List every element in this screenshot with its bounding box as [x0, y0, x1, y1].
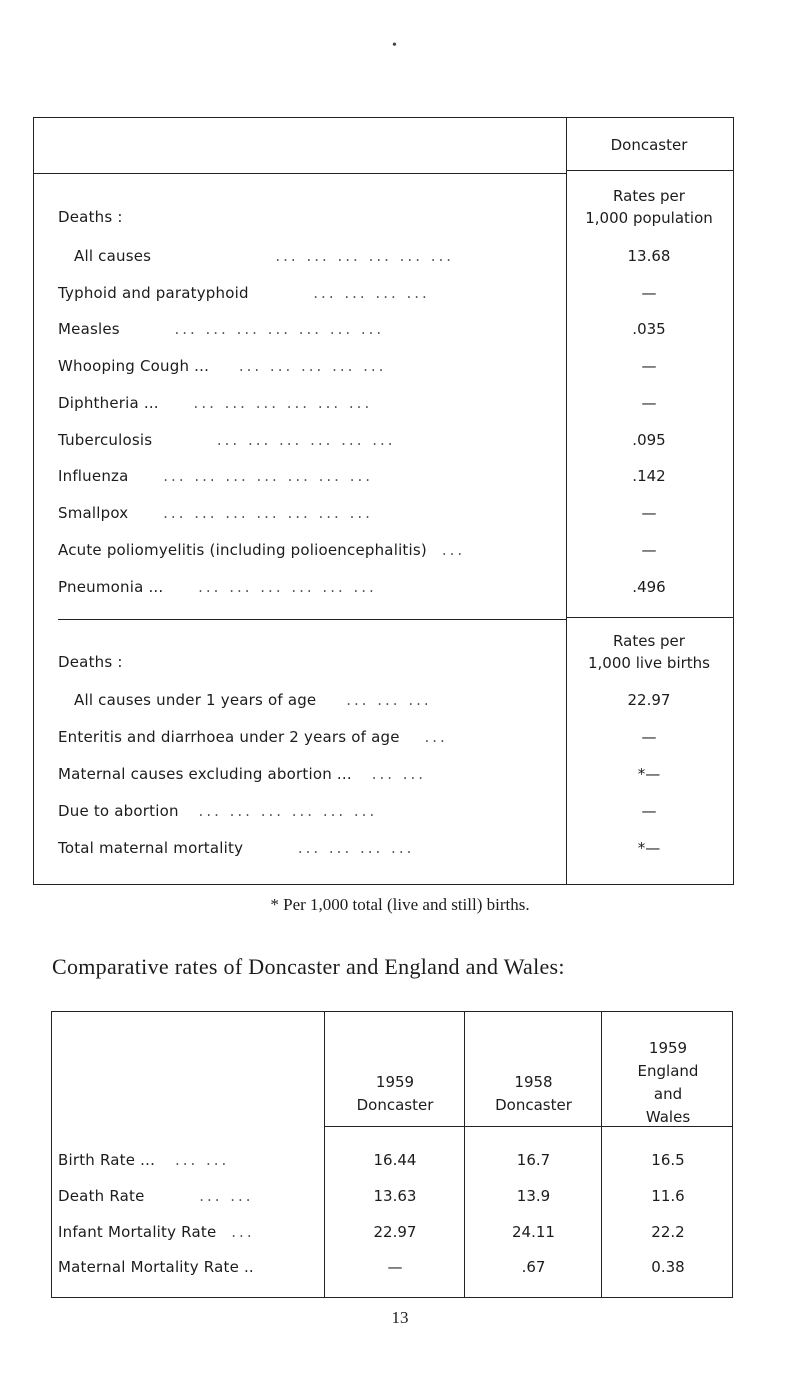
- column-year: 1958: [514, 1073, 553, 1091]
- leader-dots: ... ... ... ...: [313, 284, 430, 302]
- rate-value: —: [641, 284, 657, 302]
- table-row: [58, 284, 430, 302]
- cause-label: Tuberculosis: [58, 431, 153, 449]
- cause-label: Diphtheria ...: [58, 394, 159, 412]
- table-row: [58, 1151, 229, 1169]
- column-header-1959-doncaster: [326, 1071, 464, 1117]
- cause-label: Maternal causes excluding abortion ...: [58, 765, 352, 783]
- column-place: Doncaster: [495, 1096, 572, 1114]
- rate-value: —: [641, 541, 657, 559]
- rate-value: *—: [637, 839, 661, 857]
- table1-section-rule-right: [566, 617, 734, 618]
- leader-dots: ... ... ... ...: [297, 839, 415, 857]
- table-row: [58, 431, 396, 449]
- table2-divider-3: [601, 1011, 602, 1298]
- column-place: Wales: [645, 1108, 691, 1126]
- rate-value: —: [641, 357, 657, 375]
- table2-divider-1: [324, 1011, 325, 1298]
- section2-rate-header-2: 1,000 live births: [588, 654, 710, 672]
- table-row: [58, 467, 373, 485]
- row-label: Birth Rate ...: [58, 1151, 156, 1169]
- column-header-1958-doncaster: [466, 1071, 601, 1117]
- cell-1959-doncaster: 13.63: [373, 1187, 417, 1205]
- rate-value: —: [641, 802, 657, 820]
- section1-label: Deaths :: [58, 208, 123, 226]
- cell-1959-england-wales: 16.5: [651, 1151, 685, 1169]
- table1-section-rule: [58, 619, 567, 620]
- cause-label: Measles: [58, 320, 120, 338]
- rate-value: 22.97: [627, 691, 671, 709]
- cell-1959-doncaster: —: [387, 1258, 403, 1276]
- cause-label: Whooping Cough ...: [58, 357, 210, 375]
- table-row: [58, 320, 384, 338]
- cause-label: Smallpox: [58, 504, 129, 522]
- cause-label: All causes: [74, 247, 152, 265]
- table-row: [58, 1258, 254, 1276]
- cell-1958-doncaster: .67: [521, 1258, 546, 1276]
- row-label: Infant Mortality Rate: [58, 1223, 217, 1241]
- column-place: England: [637, 1062, 699, 1080]
- cell-1959-doncaster: 22.97: [373, 1223, 417, 1241]
- cause-label: Total maternal mortality: [58, 839, 244, 857]
- cell-1959-england-wales: 0.38: [651, 1258, 685, 1276]
- rate-value: —: [641, 394, 657, 412]
- row-label: Maternal Mortality Rate ..: [58, 1258, 254, 1276]
- cell-1958-doncaster: 24.11: [512, 1223, 555, 1241]
- cause-label: Typhoid and paratyphoid: [58, 284, 249, 302]
- table-row: [58, 504, 373, 522]
- column-place: Doncaster: [356, 1096, 434, 1114]
- cause-label: Influenza: [58, 467, 129, 485]
- table1-column-divider: [566, 117, 567, 885]
- leader-dots: ... ... ... ... ...: [238, 357, 387, 375]
- rate-value: .142: [632, 467, 666, 485]
- cell-1959-england-wales: 22.2: [651, 1223, 685, 1241]
- table-row: [74, 247, 454, 265]
- cell-1959-doncaster: 16.44: [373, 1151, 417, 1169]
- table-row: [58, 394, 372, 412]
- page-number: 13: [391, 1308, 409, 1327]
- leader-dots: ... ... ... ... ... ...: [275, 247, 455, 265]
- cell-1959-england-wales: 11.6: [651, 1187, 685, 1205]
- section2-label: Deaths :: [58, 653, 123, 671]
- rate-value: *—: [637, 765, 661, 783]
- leader-dots: ... ...: [371, 765, 427, 783]
- column-year: 1959: [648, 1039, 688, 1057]
- rate-value: .095: [632, 431, 666, 449]
- section1-rate-header-1: Rates per: [613, 187, 685, 205]
- section1-rate-header-2: 1,000 population: [585, 209, 713, 227]
- leader-dots: ... ... ... ... ... ...: [193, 394, 373, 412]
- row-label: Death Rate: [58, 1187, 145, 1205]
- rate-value: .496: [632, 578, 666, 596]
- leader-dots: ... ... ... ... ... ...: [216, 431, 396, 449]
- table1-header-rule-right: [566, 170, 734, 171]
- column-header-doncaster: Doncaster: [610, 136, 688, 154]
- table-row: [58, 578, 377, 596]
- table-row: [58, 357, 386, 375]
- column-year: 1959: [375, 1073, 415, 1091]
- footnote: * Per 1,000 total (live and still) births.: [270, 895, 530, 914]
- table-row: [58, 728, 448, 746]
- table-row: [58, 765, 426, 783]
- table-row: [74, 691, 432, 709]
- table-row: [58, 541, 465, 559]
- leader-dots: ... ... ... ... ... ... ...: [163, 504, 373, 522]
- leader-dots: ...: [441, 541, 466, 559]
- leader-dots: ... ... ... ... ... ...: [198, 578, 377, 596]
- leader-dots: ...: [231, 1223, 255, 1241]
- cause-label: Pneumonia ...: [58, 578, 164, 596]
- leader-dots: ... ... ... ... ... ...: [198, 802, 378, 820]
- rate-value: .035: [632, 320, 666, 338]
- rate-value: —: [641, 504, 657, 522]
- table-row: [58, 1223, 255, 1241]
- leader-dots: ... ...: [174, 1151, 230, 1169]
- table1-header-rule: [33, 173, 567, 174]
- cause-label: Due to abortion: [58, 802, 179, 820]
- table-row: [58, 802, 377, 820]
- column-header-1959-england-wales: [603, 1037, 733, 1129]
- table2-divider-2: [464, 1011, 465, 1298]
- cell-1958-doncaster: 13.9: [516, 1187, 551, 1205]
- cause-label: Acute poliomyelitis (including polioencephalitis): [58, 541, 427, 559]
- cause-label: All causes under 1 years of age: [74, 691, 317, 709]
- comparison-heading: Comparative rates of Doncaster and England and Wales:: [52, 954, 565, 979]
- leader-dots: ... ... ... ... ... ... ...: [163, 467, 374, 485]
- rate-value: —: [641, 728, 657, 746]
- table-row: [58, 1187, 254, 1205]
- cell-1958-doncaster: 16.7: [516, 1151, 551, 1169]
- leader-dots: ... ...: [199, 1187, 254, 1205]
- cause-label: Enteritis and diarrhoea under 2 years of age: [58, 728, 400, 746]
- table-row: [58, 839, 414, 857]
- rate-value: 13.68: [627, 247, 671, 265]
- leader-dots: ...: [424, 728, 448, 746]
- column-place: and: [653, 1085, 683, 1103]
- leader-dots: ... ... ... ... ... ... ...: [174, 320, 385, 338]
- leader-dots: ... ... ...: [346, 691, 432, 709]
- section2-rate-header-1: Rates per: [613, 632, 685, 650]
- top-mark: •: [392, 38, 397, 53]
